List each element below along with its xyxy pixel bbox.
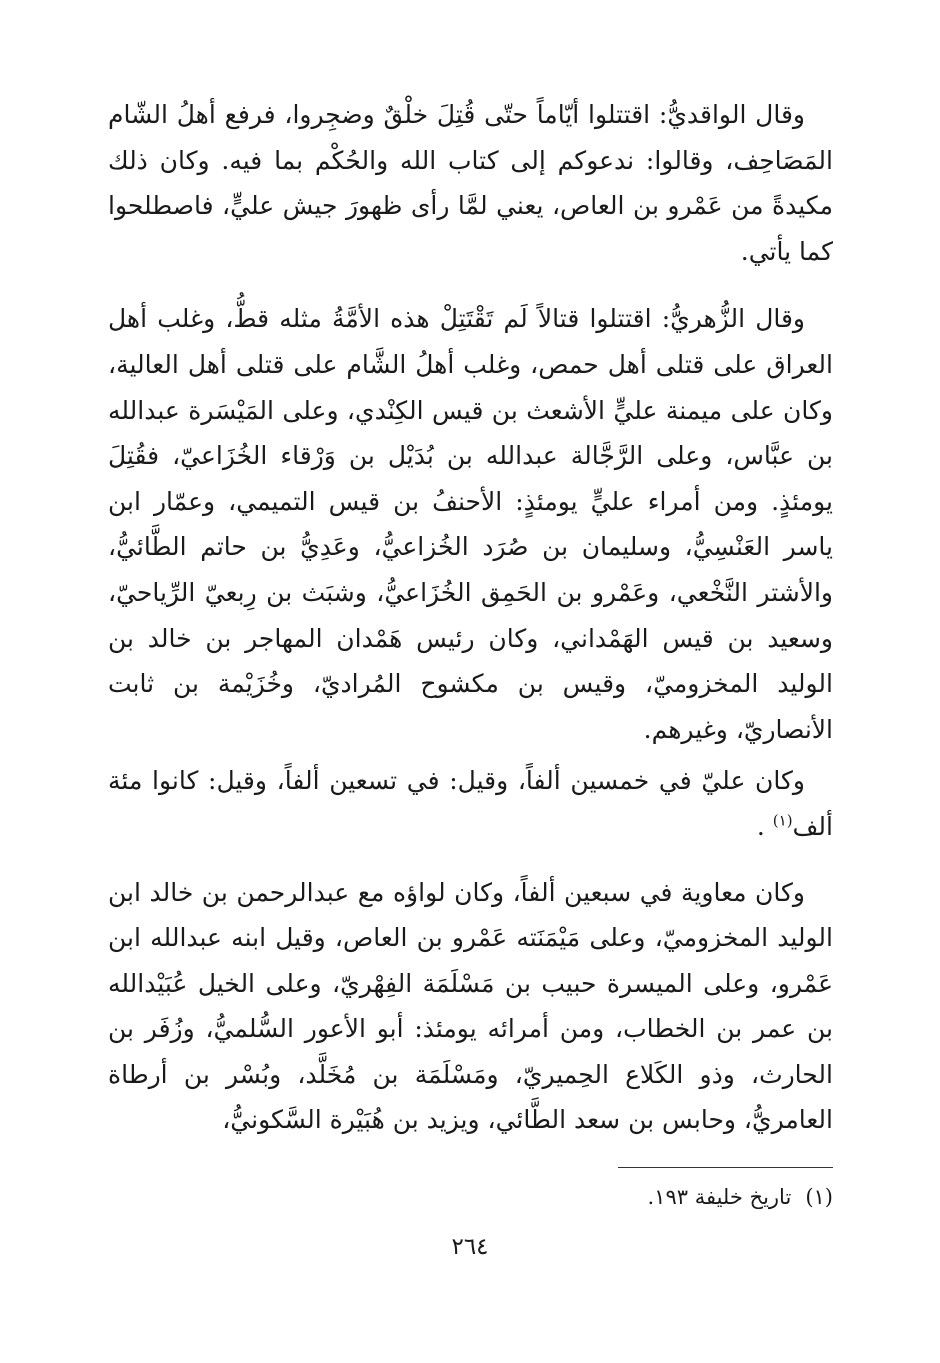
footnote <box>647 1182 833 1212</box>
paragraph-muawiya-army: وكان معاوية في سبعين ألفاً، وكان لواؤه مع عبدالرحمن بن خالد ابن الوليد المخزوميّ، وعلى مَيْمَنَته عَمْرو بن العاص، وقيل ابنه عبدالله ابن عَمْرو، وعلى الميسرة حبيب بن مَسْلَمَة الفِهْريّ، وعلى الخيل عُبَيْدالله بن عمر بن الخطاب، ومن أمرائه يومئذ: أبو الأعور السُّلميُّ، وزُفَر بن الحارث، وذو الكَلاع الحِميريّ، ومَسْلَمَة بن مُخَلَّد، وبُسْر بن أرطاة العامريُّ، وحابس بن سعد الطَّائي، ويزيد بن هُبَيْرة السَّكونيُّ، <box>108 877 833 1135</box>
footnote-reference[interactable]: (١) <box>772 811 793 830</box>
footnote-text: تاريخ خليفة ١٩٣. <box>647 1185 792 1209</box>
page-number: ٢٦٤ <box>451 1234 489 1260</box>
paragraph-ali-army-text: وكان عليّ في خمسين ألفاً، وقيل: في تسعين ألفاً، وقيل: كانوا مئة ألف <box>108 766 833 841</box>
paragraph-zuhri: وقال الزُّهريُّ: اقتتلوا قتالاً لَم تَقْتَتِلْ هذه الأمَّةُ مثله قطُّ، وغلب أهل العراق على قتلى أهل حمص، وغلب أهلُ الشَّام على قتلى أهل العالية، وكان على ميمنة عليٍّ الأشعث بن قيس الكِنْدي، وعلى المَيْسَرة عبدالله بن عبَّاس، وعلى الرَّجَّالة عبدالله بن بُدَيْل بن وَرْقاء الخُزَاعيّ، فقُتِلَ يومئذٍ. ومن أمراء عليٍّ يومئذٍ: الأحنفُ بن قيس التميمي، وعمّار ابن ياسر العَنْسِيُّ، وسليمان بن صُرَد الخُزاعيُّ، وعَدِيُّ بن حاتم الطَّائيُّ، والأشتر النَّخْعي، وعَمْرو بن الحَمِق الخُزَاعيُّ، وشبَث بن رِبعيّ الرِّياحيّ، وسعيد بن قيس الهَمْداني، وكان رئيس هَمْدان المهاجر بن خالد بن الوليد المخزوميّ، وقيس بن مكشوح المُراديّ، وخُزَيْمة بن ثابت الأنصاريّ، وغيرهم. <box>108 304 833 744</box>
paragraph-ali-army <box>108 758 833 849</box>
paragraph-waqidi: وقال الواقديُّ: اقتتلوا أيّاماً حتّى قُتِلَ خلْقٌ وضجِروا، فرفع أهلُ الشّام المَصَاحِف، وقالوا: ندعوكم إلى كتاب الله والحُكْم بما فيه. وكان ذلك مكيدةً من عَمْرو بن العاص، يعني لمَّا رأى ظهورَ جيش عليٍّ، فاصطلحوا كما يأتي. <box>108 100 833 266</box>
book-page-text <box>108 92 833 1143</box>
footnote-number: (١) <box>805 1185 833 1209</box>
paragraph-end-mark: . <box>756 811 765 841</box>
footnote-divider <box>618 1167 833 1168</box>
